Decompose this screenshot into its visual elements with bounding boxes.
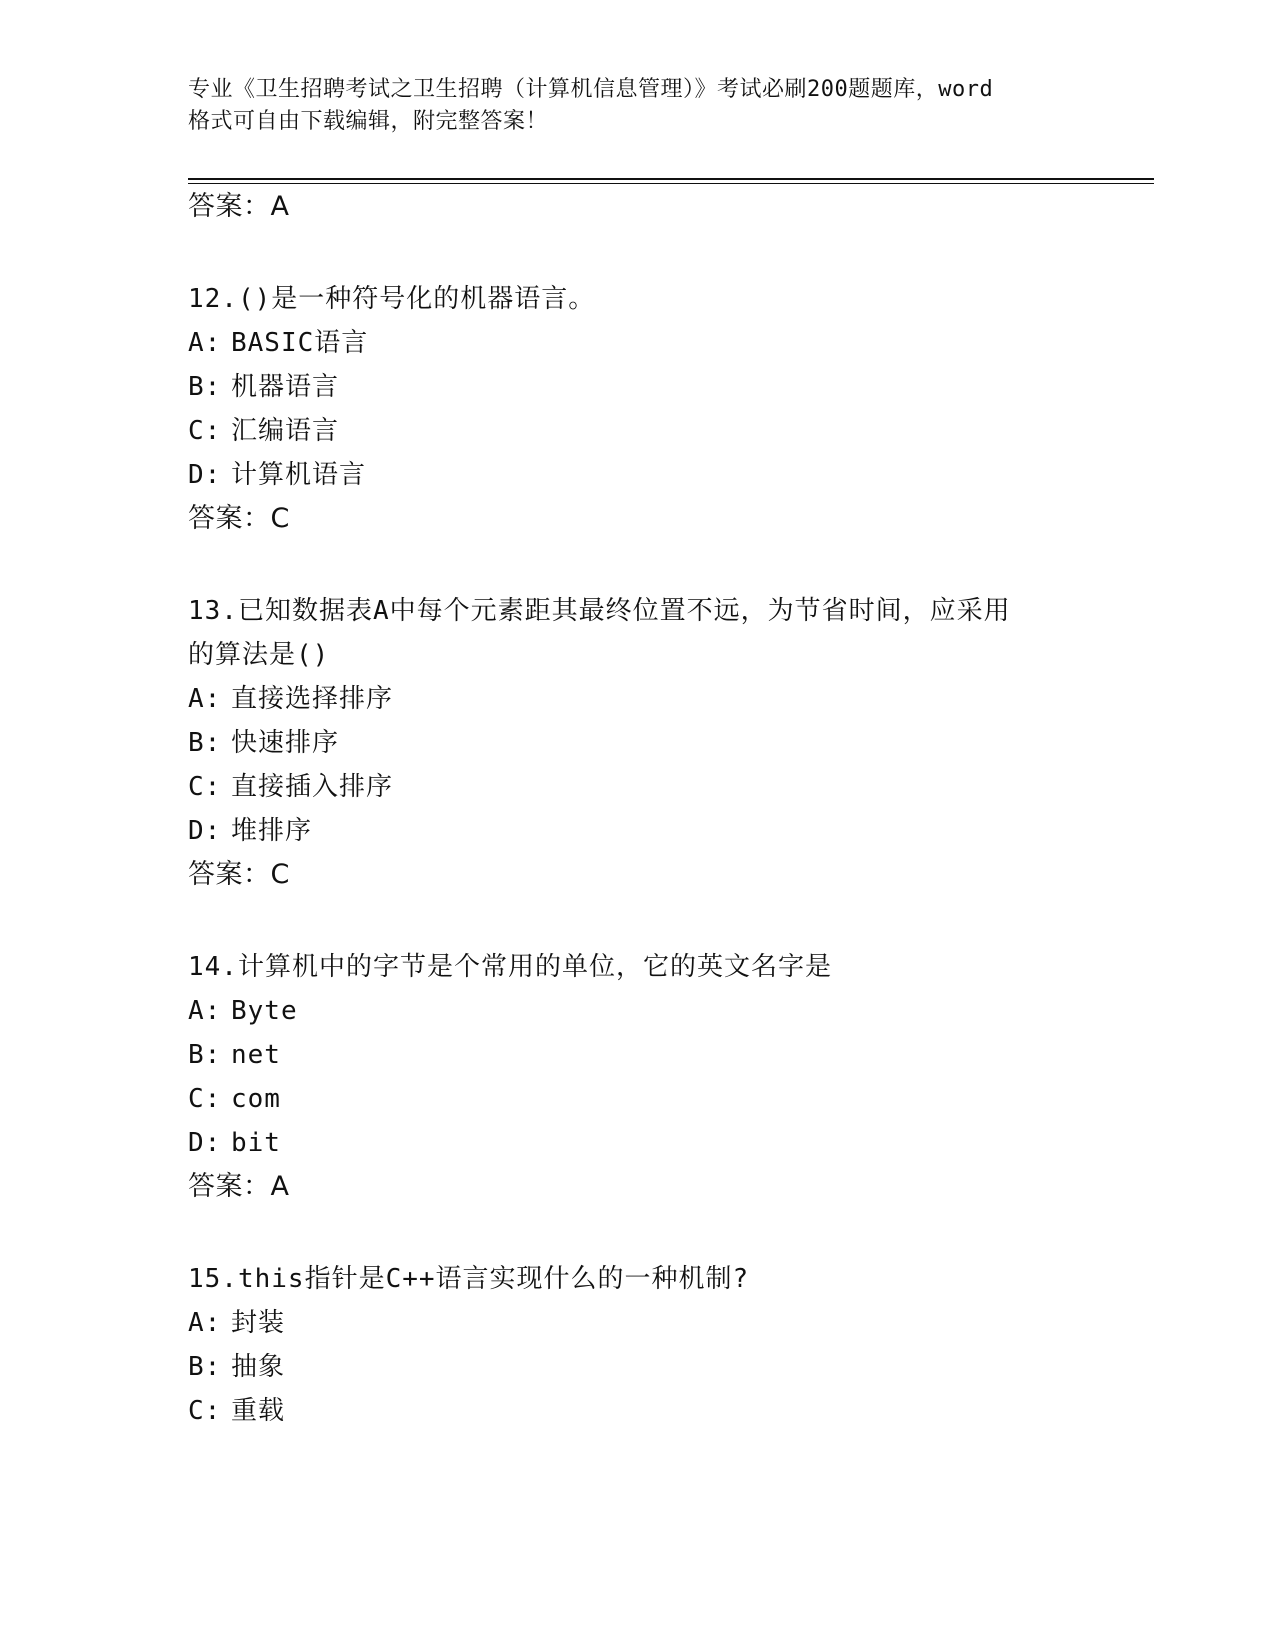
question-14-answer: 答案：A [188,1171,290,1202]
question-13-text-line-2: 的算法是() [188,640,330,670]
question-12-text: 12.()是一种符号化的机器语言。 [188,284,596,314]
question-15-text: 15.this指针是C++语言实现什么的一种机制? [188,1264,750,1294]
question-14-option-c: C: com [188,1084,281,1114]
question-12-option-a: A: BASIC语言 [188,328,369,358]
question-13-answer: 答案：C [188,859,290,890]
previous-answer: 答案：A [188,191,290,222]
question-13-option-b: B: 快速排序 [188,728,340,758]
question-13-text-line-1: 13.已知数据表A中每个元素距其最终位置不远，为节省时间，应采用 [188,596,1011,626]
question-12-option-c: C: 汇编语言 [188,416,340,446]
question-15-option-a: A: 封装 [188,1308,286,1338]
header-line-2: 格式可自由下载编辑，附完整答案！ [188,109,549,134]
question-13-option-d: D: 堆排序 [188,816,313,846]
question-15-option-b: B: 抽象 [188,1352,286,1382]
header-line-1: 专业《卫生招聘考试之卫生招聘（计算机信息管理）》考试必刷200题题库，word [188,77,994,102]
question-13-option-a: A: 直接选择排序 [188,684,394,714]
question-14-option-b: B: net [188,1040,281,1070]
question-15-option-c: C: 重载 [188,1396,286,1426]
question-12-option-d: D: 计算机语言 [188,460,367,490]
header-divider-thick [188,178,1154,180]
question-13-option-c: C: 直接插入排序 [188,772,394,802]
question-14-option-a: A: Byte [188,996,298,1026]
document-header [188,74,1088,138]
header-divider-thin [188,183,1154,184]
question-14-option-d: D: bit [188,1128,281,1158]
question-12-option-b: B: 机器语言 [188,372,340,402]
question-14-text: 14.计算机中的字节是个常用的单位，它的英文名字是 [188,952,832,982]
question-12-answer: 答案：C [188,503,290,534]
